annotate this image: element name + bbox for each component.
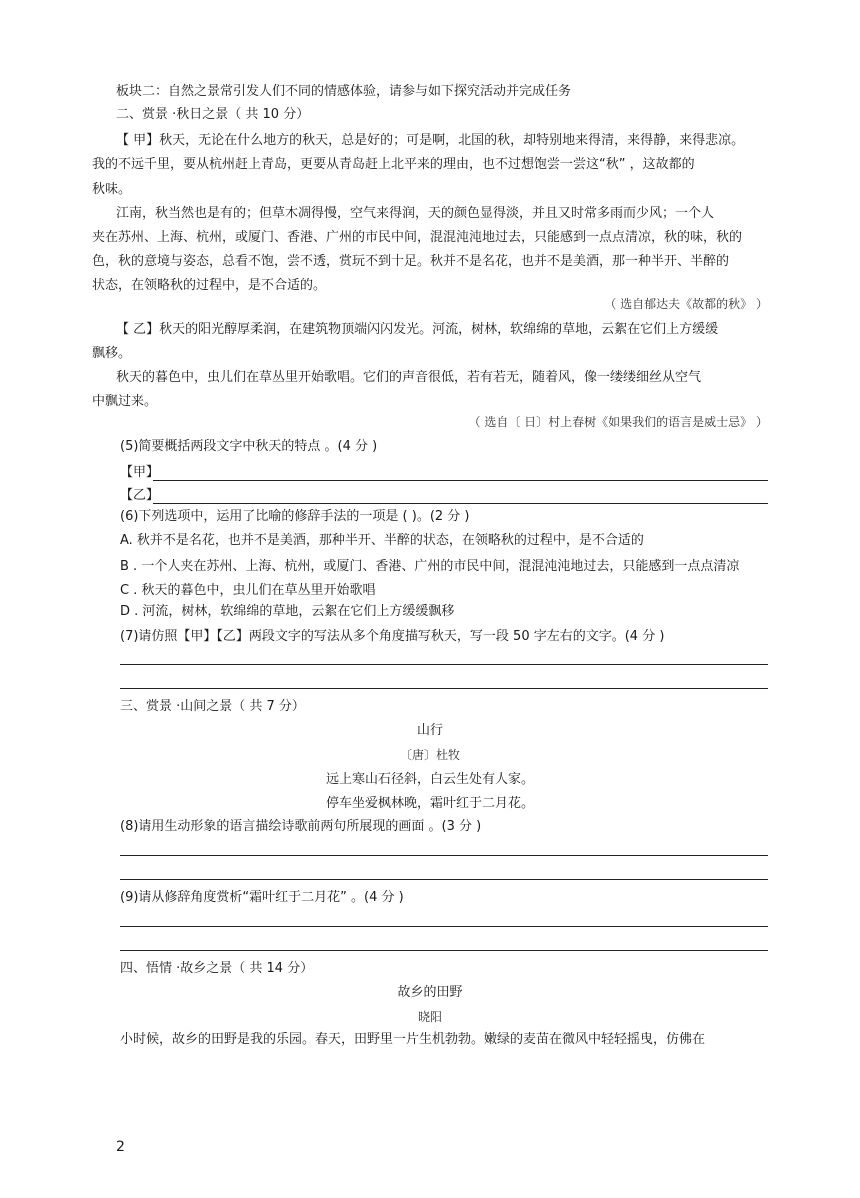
answer-line[interactable] [120, 664, 768, 665]
answer-line[interactable] [120, 688, 768, 689]
passage-yi-line: 秋天的暮色中，虫儿们在草丛里开始歌唱。它们的声音很低，若有若无，随着风，像一缕缕细丝从空气 [116, 370, 702, 385]
passage-jia-line: 我的不远千里，要从杭州赶上青岛，更要从青岛赶上北平来的理由，也不过想饱尝一尝这“秋” ，这故都的 [92, 157, 695, 172]
passage-jia-line: 夹在苏州、上海、杭州，或厦门、香港、广州的市民中间，混混沌沌地过去，只能感到一点点清凉，秋的味，秋的 [92, 230, 743, 245]
page-number: 2 [116, 1139, 125, 1155]
question-9: (9)请从修辞角度赏析“霜叶红于二月花” 。(4 分 ) [120, 890, 404, 905]
answer-line[interactable] [120, 926, 768, 927]
question-6: (6)下列选项中，运用了比喻的修辞手法的一项是 ( )。(2 分 ) [120, 509, 470, 524]
essay-paragraph: 小时候，故乡的田野是我的乐园。春天，田野里一片生机勃勃。嫩绿的麦苗在微风中轻轻摇曳，仿佛在 [120, 1032, 706, 1047]
source-citation: （ 选自〔 日〕村上春树《如果我们的语言是威士忌》 ） [468, 415, 768, 429]
passage-jia-line: 秋味。 [92, 182, 132, 197]
essay-author: 晓阳 [417, 1010, 442, 1024]
section-2-heading: 二、赏景 ·秋日之景（ 共 10 分） [116, 107, 310, 122]
poem-line: 停车坐爱枫林晚，霜叶红于二月花。 [325, 796, 534, 811]
passage-jia-line: 江南，秋当然也是有的；但草木凋得慢，空气来得润，天的颜色显得淡，并且又时常多雨而少风；一个人 [116, 206, 715, 221]
question-7: (7)请仿照【甲】【乙】两段文字的写法从多个角度描写秋天，写一段 50 字左右的文字。(4 分 ) [120, 629, 665, 644]
passage-jia-line: 色，秋的意境与姿态，总看不饱，尝不透，赏玩不到十足。秋并不是名花，也并不是美酒，那一种半开、半醉的 [92, 254, 730, 269]
passage-jia-line: 【 甲】秋天，无论在什么地方的秋天，总是好的；可是啊，北国的秋，却特别地来得清，来得静，来得悲凉。 [116, 133, 745, 148]
question-5: (5)简要概括两段文字中秋天的特点 。(4 分 ) [120, 439, 378, 454]
source-citation: （ 选自郁达夫《故都的秋》 ） [604, 297, 768, 311]
answer-label-jia: 【甲】 [120, 465, 160, 480]
answer-line[interactable] [120, 879, 768, 880]
answer-line[interactable] [120, 855, 768, 856]
option-b: B . 一个人夹在苏州、上海、杭州，或厦门、香港、广州的市民中间，混混沌沌地过去，只能感到一点点清凉 [120, 559, 740, 574]
answer-line[interactable] [153, 503, 768, 504]
option-c: C . 秋天的暮色中，虫儿们在草丛里开始歌唱 [120, 583, 376, 598]
passage-yi-line: 中飘过来。 [92, 394, 158, 409]
answer-label-yi: 【乙】 [120, 488, 160, 503]
poem-author: 〔唐〕杜牧 [399, 748, 460, 762]
passage-yi-line: 飘移。 [92, 346, 132, 361]
poem-title: 山行 [416, 723, 443, 738]
answer-line[interactable] [120, 950, 768, 951]
question-8: (8)请用生动形象的语言描绘诗歌前两句所展现的画面 。(3 分 ) [120, 819, 482, 834]
answer-line[interactable] [153, 480, 768, 481]
option-a: A. 秋并不是名花，也并不是美酒，那种半开、半醉的状态，在领略秋的过程中，是不合适的 [120, 533, 644, 548]
passage-yi-line: 【 乙】秋天的阳光醇厚柔润，在建筑物顶端闪闪发光。河流，树林，软绵绵的草地，云絮在它们上方缓缓 [116, 322, 719, 337]
section-4-heading: 四、悟情 ·故乡之景（ 共 14 分） [120, 961, 314, 976]
section-intro: 板块二：自然之景常引发人们不同的情感体验，请参与如下探究活动并完成任务 [116, 84, 572, 99]
option-d: D . 河流，树林，软绵绵的草地，云絮在它们上方缓缓飘移 [120, 604, 455, 619]
passage-jia-line: 状态，在领略秋的过程中，是不合适的。 [92, 278, 327, 293]
essay-title: 故乡的田野 [397, 985, 463, 1000]
section-3-heading: 三、赏景 ·山间之景（ 共 7 分） [120, 699, 305, 714]
poem-line: 远上寒山石径斜，白云生处有人家。 [325, 772, 534, 787]
